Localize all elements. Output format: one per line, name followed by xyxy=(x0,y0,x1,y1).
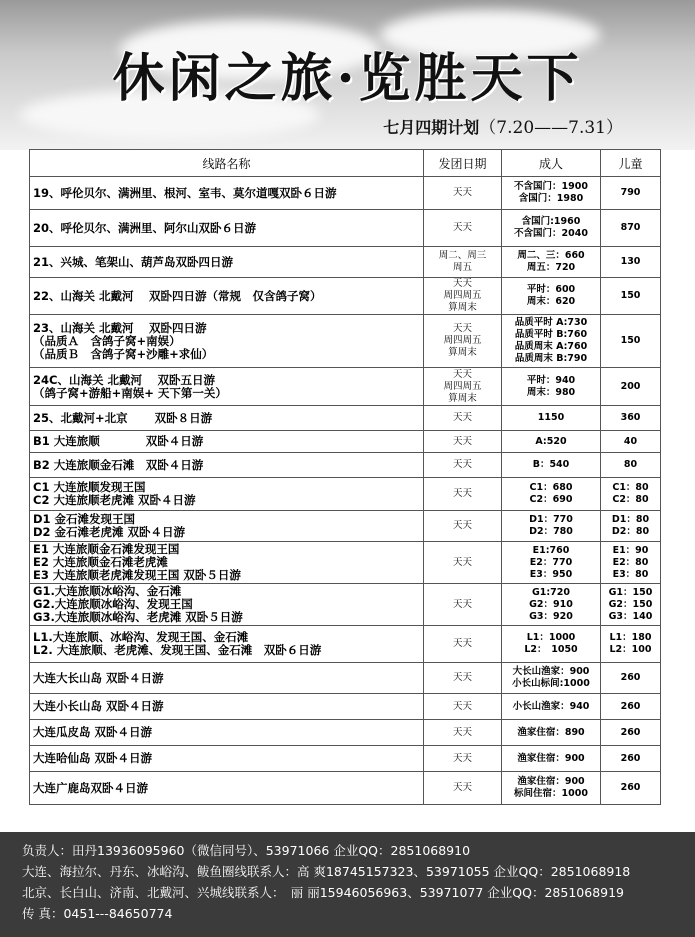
table-row xyxy=(30,772,661,805)
adult-cell xyxy=(502,511,601,542)
route-cell xyxy=(30,315,424,368)
table-row xyxy=(30,478,661,511)
adult-cell xyxy=(502,542,601,584)
child-text: 260 xyxy=(620,726,641,738)
date-text: 天天 xyxy=(452,520,472,531)
route-text: C2 大连旅顺老虎滩 双卧４日游 xyxy=(33,493,196,507)
adult-text: 平时：600 xyxy=(526,284,576,295)
adult-cell xyxy=(502,584,601,626)
adult-cell xyxy=(502,315,601,368)
child-text: 150 xyxy=(620,290,641,301)
adult-text: 含国门:1960 xyxy=(521,216,581,227)
adult-cell xyxy=(502,177,601,210)
date-text: 天天 xyxy=(452,278,472,289)
route-text: 22、山海关 北戴河 双卧四日游（常规 仅含鸽子窝） xyxy=(33,288,322,303)
child-text: 200 xyxy=(620,380,641,392)
child-text: 260 xyxy=(620,782,641,793)
date-text: 算周末 xyxy=(448,302,477,313)
adult-cell xyxy=(502,247,601,278)
table-row xyxy=(30,746,661,772)
adult-cell xyxy=(502,720,601,746)
route-cell xyxy=(30,542,424,584)
adult-cell xyxy=(502,431,601,453)
adult-text: G3：920 xyxy=(529,610,573,622)
adult-text: 1150 xyxy=(537,412,565,423)
adult-text: 渔家住宿：900 xyxy=(517,776,585,787)
child-text: C2：80 xyxy=(612,494,649,505)
adult-text: E2：770 xyxy=(529,556,573,568)
adult-cell xyxy=(502,406,601,431)
date-text: 天天 xyxy=(452,222,472,233)
date-cell xyxy=(424,431,502,453)
adult-text: 不含国门：2040 xyxy=(514,228,588,239)
adult-cell xyxy=(502,210,601,247)
date-text: 天天 xyxy=(452,488,472,499)
child-text: L2：100 xyxy=(609,644,652,655)
header-child: 儿童 xyxy=(601,150,661,177)
adult-text: A:520 xyxy=(535,435,567,447)
route-text: B1 大连旅顺 双卧４日游 xyxy=(33,434,204,448)
adult-text: E1:760 xyxy=(532,544,570,556)
adult-text: G1:720 xyxy=(531,586,571,598)
date-cell xyxy=(424,511,502,542)
adult-text: L2： 1050 xyxy=(524,644,578,655)
adult-text: 周末：620 xyxy=(526,296,576,307)
child-cell xyxy=(601,431,661,453)
child-cell xyxy=(601,663,661,694)
adult-text: E3：950 xyxy=(529,568,573,580)
route-cell xyxy=(30,247,424,278)
child-cell xyxy=(601,278,661,315)
date-cell xyxy=(424,626,502,663)
date-cell xyxy=(424,315,502,368)
route-text: 24C、山海关 北戴河 双卧五日游 xyxy=(33,372,215,387)
adult-cell xyxy=(502,453,601,478)
table-row xyxy=(30,626,661,663)
table-row xyxy=(30,368,661,406)
route-text: G2.大连旅顺冰峪沟、发现王国 xyxy=(33,597,193,611)
child-cell xyxy=(601,694,661,720)
route-text: （鸽子窝+游船+南娱+ 天下第一关） xyxy=(33,385,227,400)
table-header-row xyxy=(30,150,661,177)
date-cell xyxy=(424,177,502,210)
route-text: 大连大长山岛 双卧４日游 xyxy=(33,670,164,685)
date-text: 天天 xyxy=(452,638,472,649)
adult-text: 品质平时 B:760 xyxy=(514,329,588,340)
child-text: 360 xyxy=(620,412,641,423)
adult-cell xyxy=(502,694,601,720)
adult-text: 含国门：1980 xyxy=(518,193,584,204)
child-text: 870 xyxy=(620,222,641,233)
route-text: 21、兴城、笔架山、葫芦岛双卧四日游 xyxy=(33,254,234,269)
table-row xyxy=(30,694,661,720)
route-text: E2 大连旅顺金石滩老虎滩 xyxy=(33,555,168,569)
child-cell xyxy=(601,542,661,584)
route-text: 19、呼伦贝尔、满洲里、根河、室韦、莫尔道嘎双卧６日游 xyxy=(33,185,337,200)
date-text: 天天 xyxy=(452,368,472,380)
date-text: 天天 xyxy=(452,323,472,334)
adult-text: B：540 xyxy=(532,459,570,470)
route-text: L2. 大连旅顺、老虎滩、发现王国、金石滩 双卧６日游 xyxy=(33,643,322,657)
child-cell xyxy=(601,210,661,247)
header-adult: 成人 xyxy=(502,150,601,177)
contact-footer xyxy=(0,832,695,937)
date-text: 天天 xyxy=(452,782,472,793)
date-text: 天天 xyxy=(452,459,472,470)
adult-text: C2：690 xyxy=(529,494,573,505)
child-cell xyxy=(601,406,661,431)
date-cell xyxy=(424,720,502,746)
route-cell xyxy=(30,278,424,315)
child-cell xyxy=(601,453,661,478)
table-row xyxy=(30,584,661,626)
adult-cell xyxy=(502,746,601,772)
date-cell xyxy=(424,278,502,315)
date-text: 周二、周三 xyxy=(438,250,487,261)
child-text: 80 xyxy=(623,459,638,470)
date-text: 周四周五 xyxy=(443,290,482,301)
route-text: E3 大连旅顺老虎滩发现王国 双卧５日游 xyxy=(33,568,241,582)
route-cell xyxy=(30,177,424,210)
child-text: L1：180 xyxy=(609,632,652,643)
route-text: 大连广鹿岛双卧４日游 xyxy=(33,780,148,795)
period-dates: （7.20——7.31） xyxy=(479,118,623,138)
route-text: D1 金石滩发现王国 xyxy=(33,512,136,526)
adult-text: L1：1000 xyxy=(526,632,576,643)
adult-text: 品质周末 A:760 xyxy=(514,341,588,352)
date-cell xyxy=(424,368,502,406)
date-text: 天天 xyxy=(452,435,472,447)
table-row xyxy=(30,453,661,478)
route-text: G3.大连旅顺冰峪沟、老虎滩 双卧５日游 xyxy=(33,610,243,624)
child-text: 260 xyxy=(620,752,641,764)
contact-line: 负责人：田丹13936095960（微信同号）、53971066 企业QQ：2851068910 xyxy=(22,843,471,858)
adult-text: G2：910 xyxy=(529,598,573,610)
date-text: 天天 xyxy=(452,726,472,738)
table-row xyxy=(30,431,661,453)
route-text: B2 大连旅顺金石滩 双卧４日游 xyxy=(33,457,204,472)
route-text: 大连小长山岛 双卧４日游 xyxy=(33,699,164,713)
route-cell xyxy=(30,746,424,772)
date-cell xyxy=(424,210,502,247)
date-cell xyxy=(424,453,502,478)
child-text: G3：140 xyxy=(608,610,653,622)
route-text: （品质Ａ 含鸽子窝+南娱） xyxy=(33,333,181,348)
adult-text: 品质平时 A:730 xyxy=(514,317,588,328)
table-row xyxy=(30,511,661,542)
route-text: E1 大连旅顺金石滩发现王国 xyxy=(33,542,180,556)
adult-text: 周末：980 xyxy=(526,386,576,398)
contact-line: 大连、海拉尔、丹东、冰峪沟、鲅鱼圈线联系人：高 爽18745157323、53971055 企业QQ：2851068918 xyxy=(22,864,631,879)
date-cell xyxy=(424,746,502,772)
adult-text: 小长山标间:1000 xyxy=(512,678,590,689)
child-cell xyxy=(601,626,661,663)
date-cell xyxy=(424,663,502,694)
child-cell xyxy=(601,315,661,368)
route-cell xyxy=(30,453,424,478)
date-text: 天天 xyxy=(452,752,472,764)
child-text: E3：80 xyxy=(612,568,649,580)
period-subtitle xyxy=(383,113,623,138)
child-cell xyxy=(601,584,661,626)
date-cell xyxy=(424,542,502,584)
route-text: L1.大连旅顺、冰峪沟、发现王国、金石滩 xyxy=(33,630,249,644)
adult-text: D2：780 xyxy=(529,526,573,537)
adult-text: 小长山渔家：940 xyxy=(512,700,590,712)
route-text: 20、呼伦贝尔、满洲里、阿尔山双卧６日游 xyxy=(33,220,257,235)
child-text: D1：80 xyxy=(611,514,650,525)
route-cell xyxy=(30,210,424,247)
table-row xyxy=(30,406,661,431)
adult-text: 大长山渔家：900 xyxy=(512,666,590,677)
route-cell xyxy=(30,694,424,720)
date-cell xyxy=(424,584,502,626)
adult-text: D1：770 xyxy=(529,514,573,525)
adult-text: 周二、三：660 xyxy=(517,250,585,261)
route-cell xyxy=(30,626,424,663)
route-cell xyxy=(30,663,424,694)
route-cell xyxy=(30,584,424,626)
route-cell xyxy=(30,478,424,511)
adult-cell xyxy=(502,663,601,694)
child-text: 790 xyxy=(620,187,641,198)
route-cell xyxy=(30,511,424,542)
table-row xyxy=(30,247,661,278)
child-cell xyxy=(601,772,661,805)
child-cell xyxy=(601,247,661,278)
adult-text: 品质周末 B:790 xyxy=(514,353,588,364)
adult-text: 平时：940 xyxy=(526,374,576,386)
date-text: 周五 xyxy=(452,262,472,273)
adult-text: C1：680 xyxy=(529,482,573,493)
route-text: 23、山海关 北戴河 双卧四日游 xyxy=(33,320,207,335)
date-text: 算周末 xyxy=(448,347,477,358)
table-row xyxy=(30,663,661,694)
adult-cell xyxy=(502,278,601,315)
date-cell xyxy=(424,694,502,720)
date-cell xyxy=(424,772,502,805)
adult-cell xyxy=(502,772,601,805)
date-cell xyxy=(424,247,502,278)
adult-text: 渔家住宿：890 xyxy=(517,726,585,738)
child-text: E2：80 xyxy=(612,556,649,568)
date-text: 天天 xyxy=(452,556,472,568)
route-cell xyxy=(30,406,424,431)
route-text: （品质Ｂ 含鸽子窝+沙雕+求仙） xyxy=(33,346,214,361)
child-cell xyxy=(601,746,661,772)
child-text: C1：80 xyxy=(612,482,649,493)
table-row xyxy=(30,542,661,584)
page-title: 休闲之旅·览胜天下 xyxy=(112,48,583,109)
child-cell xyxy=(601,177,661,210)
date-text: 算周末 xyxy=(448,392,477,404)
tour-price-table xyxy=(29,149,661,805)
contact-line: 传 真：0451---84650774 xyxy=(22,906,173,921)
header-date: 发团日期 xyxy=(424,150,502,177)
adult-cell xyxy=(502,478,601,511)
child-cell xyxy=(601,720,661,746)
table-row xyxy=(30,177,661,210)
child-cell xyxy=(601,511,661,542)
child-text: 130 xyxy=(620,256,641,267)
adult-cell xyxy=(502,626,601,663)
date-cell xyxy=(424,406,502,431)
route-text: G1.大连旅顺冰峪沟、金石滩 xyxy=(33,584,182,598)
route-text: D2 金石滩老虎滩 双卧４日游 xyxy=(33,525,186,539)
date-text: 天天 xyxy=(452,598,472,610)
table-row xyxy=(30,720,661,746)
period-label: 七月四期计划 xyxy=(383,118,480,137)
adult-text: 周五：720 xyxy=(526,262,576,273)
date-text: 天天 xyxy=(452,700,472,712)
child-text: 150 xyxy=(620,335,641,346)
adult-text: 渔家住宿：900 xyxy=(517,752,585,764)
route-cell xyxy=(30,368,424,406)
route-cell xyxy=(30,431,424,453)
table-row xyxy=(30,278,661,315)
child-cell xyxy=(601,478,661,511)
route-cell xyxy=(30,720,424,746)
date-text: 天天 xyxy=(452,672,472,683)
date-cell xyxy=(424,478,502,511)
date-text: 周四周五 xyxy=(443,335,482,346)
route-text: 大连哈仙岛 双卧４日游 xyxy=(33,751,153,765)
date-text: 天天 xyxy=(452,412,472,423)
child-text: G1：150 xyxy=(608,586,653,598)
child-text: G2：150 xyxy=(608,598,653,610)
child-text: D2：80 xyxy=(611,526,650,537)
child-text: 260 xyxy=(620,700,641,712)
route-cell xyxy=(30,772,424,805)
route-text: 25、北戴河+北京 双卧８日游 xyxy=(33,410,213,425)
child-text: 40 xyxy=(623,435,638,447)
header-route: 线路名称 xyxy=(30,150,424,177)
adult-text: 标间住宿：1000 xyxy=(514,788,588,799)
child-text: E1：90 xyxy=(612,544,649,556)
adult-text: 不含国门：1900 xyxy=(514,181,588,192)
table-row xyxy=(30,315,661,368)
table-row xyxy=(30,210,661,247)
route-text: 大连瓜皮岛 双卧４日游 xyxy=(33,725,153,739)
date-text: 天天 xyxy=(452,187,472,198)
adult-cell xyxy=(502,368,601,406)
child-text: 260 xyxy=(620,672,641,683)
contact-line: 北京、长白山、济南、北戴河、兴城线联系人： 丽 丽15946056963、53971077 企业QQ：2851068919 xyxy=(22,885,625,900)
route-text: C1 大连旅顺发现王国 xyxy=(33,480,146,494)
child-cell xyxy=(601,368,661,406)
date-text: 周四周五 xyxy=(443,380,482,392)
